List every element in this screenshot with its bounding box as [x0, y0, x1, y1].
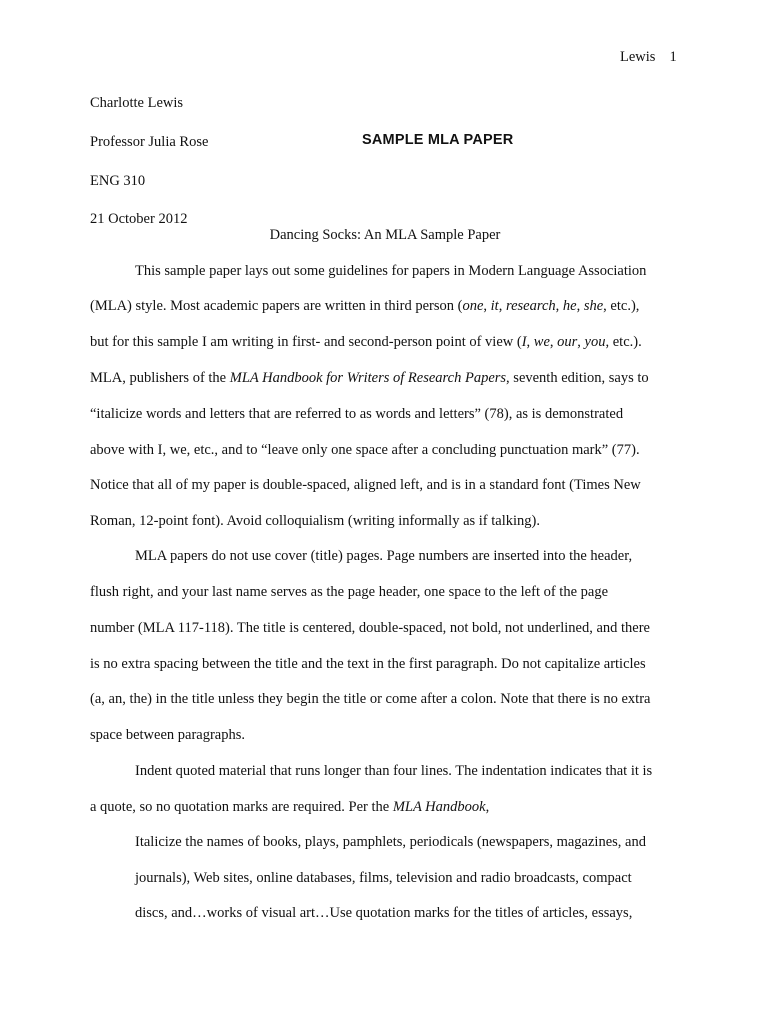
text-run: ,	[555, 298, 563, 314]
italic-text: research	[505, 298, 556, 314]
running-head-name: Lewis	[620, 49, 656, 65]
text-run: ,	[576, 298, 584, 314]
page-number: 1	[669, 49, 677, 65]
body-line	[135, 548, 632, 565]
text-run: ,	[483, 298, 491, 314]
italic-text: MLA Handbook	[392, 799, 486, 815]
text-run: MLA, publishers of the	[90, 370, 230, 386]
paper-title: Dancing Socks: An MLA Sample Paper	[269, 227, 501, 243]
text-run: Indent quoted material that runs longer than four lines. The indentation indicates that it is	[135, 763, 653, 779]
body-line	[135, 263, 646, 280]
body-line	[90, 799, 489, 816]
body-line	[90, 584, 608, 601]
italic-text: MLA Handbook for Writers of Research Papers	[229, 370, 507, 386]
text-run: , seventh edition, says to	[506, 370, 649, 386]
date: 21 October 2012	[90, 211, 188, 227]
text-run: Roman, 12-point font). Avoid colloquialism (writing informally as if talking).	[90, 513, 540, 529]
text-run: but for this sample I am writing in first- and second-person point of view (	[90, 334, 522, 350]
text-run: is no extra spacing between the title and the text in the first paragraph. Do not capitalize articles	[90, 656, 646, 672]
text-run: a quote, so no quotation marks are required. Per the	[90, 799, 393, 815]
text-run: space between paragraphs.	[90, 727, 245, 743]
text-run: above with I, we, etc., and to “leave only one space after a concluding punctuation mark” (77).	[90, 442, 640, 458]
body-line	[90, 727, 245, 744]
body-line	[90, 477, 641, 494]
student-name: Charlotte Lewis	[90, 95, 184, 111]
text-run: MLA papers do not use cover (title) pages. Page numbers are inserted into the header,	[135, 548, 633, 564]
text-run: Notice that all of my paper is double-spaced, aligned left, and is in a standard font (Times New	[90, 477, 641, 493]
body-line	[90, 442, 640, 459]
body-line	[90, 406, 623, 423]
italic-text: it	[490, 298, 499, 314]
text-run: journals), Web sites, online databases, films, television and radio broadcasts, compact	[135, 870, 632, 886]
block-quote-line	[135, 870, 632, 887]
text-run: discs, and…works of visual art…Use quotation marks for the titles of articles, essays,	[135, 905, 633, 921]
body-line	[90, 370, 649, 387]
text-run: , etc.).	[605, 334, 642, 350]
italic-text: we	[533, 334, 550, 350]
body-line	[90, 334, 642, 351]
text-run: ,	[577, 334, 585, 350]
body-line	[90, 620, 650, 637]
italic-text: one	[462, 298, 484, 314]
text-run: flush right, and your last name serves as the page header, one space to the left of the page	[90, 584, 609, 600]
italic-text: he	[562, 298, 577, 314]
sample-badge: SAMPLE MLA PAPER	[362, 132, 514, 148]
text-run: number (MLA 117-118). The title is centered, double-spaced, not bold, not underlined, and there	[90, 620, 650, 636]
text-run: Italicize the names of books, plays, pamphlets, periodicals (newspapers, magazines, and	[135, 834, 646, 850]
course-name: ENG 310	[90, 173, 146, 189]
italic-text: she	[583, 298, 604, 314]
text-run: (a, an, the) in the title unless they begin the title or come after a colon. Note that there is no extra	[90, 691, 651, 707]
italic-text: our	[557, 334, 578, 350]
block-quote-line	[135, 834, 646, 851]
body-line	[90, 691, 650, 708]
body-line	[90, 656, 646, 673]
text-run: , etc.),	[603, 298, 640, 314]
body-line	[90, 513, 540, 530]
text-run: ,	[549, 334, 558, 350]
text-run: “italicize words and letters that are referred to as words and letters” (78), as is demonstrated	[90, 406, 624, 422]
italic-text: I	[521, 334, 527, 350]
body-line	[90, 298, 639, 315]
body-text	[90, 0, 690, 1024]
body-line	[135, 763, 652, 780]
professor-name: Professor Julia Rose	[90, 134, 209, 150]
text-run: ,	[485, 799, 490, 815]
block-quote-line	[135, 905, 632, 922]
text-run: ,	[526, 334, 534, 350]
italic-text: you	[584, 334, 606, 350]
text-run: This sample paper lays out some guidelines for papers in Modern Language Association	[135, 263, 647, 279]
text-run: ,	[498, 298, 506, 314]
text-run: (MLA) style. Most academic papers are written in third person (	[90, 298, 463, 314]
